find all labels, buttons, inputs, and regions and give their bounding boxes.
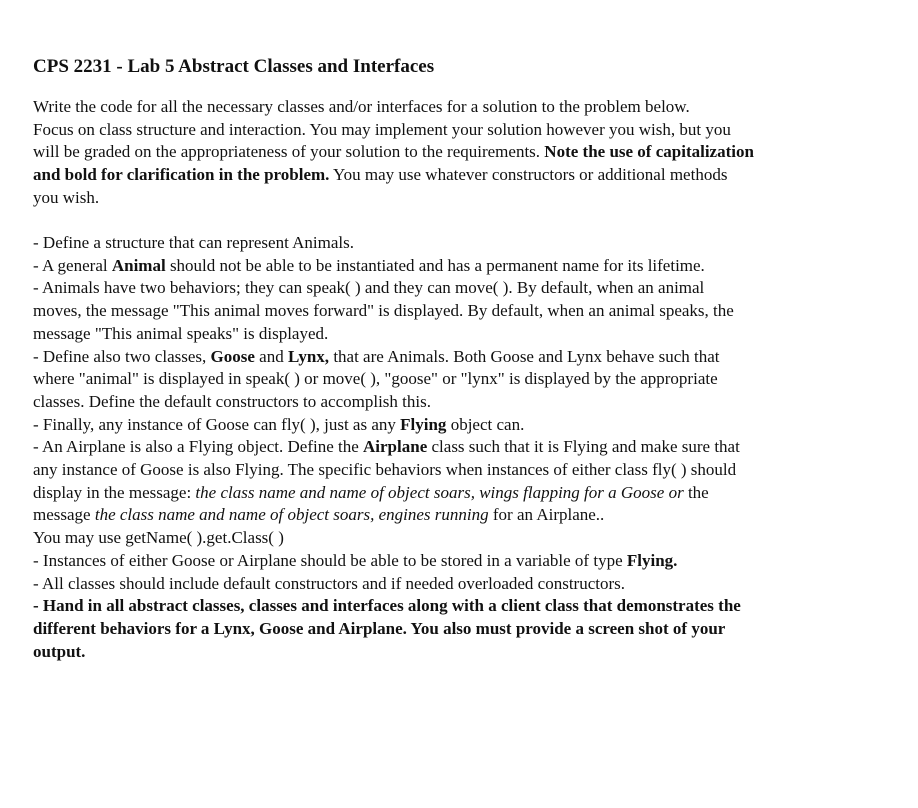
- list-item-4-text-e: that are Animals. Both Goose and Lynx behave such that: [329, 346, 720, 366]
- list-item-4-line-3: classes. Define the default constructors to accomplish this.: [33, 391, 431, 411]
- list-item-4-line-1: [33, 346, 893, 369]
- list-item-9-line-1: - Hand in all abstract classes, classes and interfaces along with a client class that demonstrates the: [33, 596, 741, 616]
- list-item-6-line-5: You may use getName( ).get.Class( ): [33, 528, 284, 548]
- intro-line-3-text: will be graded on the appropriateness of your solution to the requirements.: [33, 142, 545, 162]
- list-item-7-bold: Flying.: [626, 550, 678, 570]
- list-item-6-line-4: [33, 504, 893, 527]
- list-item-7-text-a: - Instances of either Goose or Airplane should be able to be stored in a variable of type: [33, 550, 627, 570]
- list-item-3-line-1: - Animals have two behaviors; they can speak( ) and they can move( ). By default, when an animal: [33, 278, 705, 298]
- list-item-2: [33, 255, 893, 278]
- document-title: CPS 2231 - Lab 5 Abstract Classes and Interfaces: [33, 56, 435, 77]
- list-item-6-line-3-italic: the class name and name of object soars, wings flapping for a Goose or: [195, 482, 684, 502]
- intro-line-1: Write the code for all the necessary classes and/or interfaces for a solution to the problem below.: [33, 97, 690, 116]
- list-item-6-line-3-text-c: the: [683, 482, 709, 502]
- list-item-6-text-a: - An Airplane is also a Flying object. Define the: [33, 437, 364, 457]
- intro-line-2: Focus on class structure and interaction. You may implement your solution however you wish, but you: [33, 119, 731, 139]
- intro-line-4-bold: and bold for clarification in the problem.: [33, 165, 330, 185]
- list-item-8: - All classes should include default constructors and if needed overloaded constructors.: [33, 573, 625, 593]
- requirements-list: [33, 232, 893, 663]
- list-item-6-text-c: class such that it is Flying and make sure that: [427, 437, 740, 457]
- list-item-5-bold: Flying: [400, 414, 447, 434]
- list-item-4-bold-goose: Goose: [210, 346, 255, 366]
- list-item-6-line-2: any instance of Goose is also Flying. The specific behaviors when instances of either class fly( ) should: [33, 460, 737, 480]
- list-item-6-line-3: [33, 482, 893, 505]
- list-item-5-text-a: - Finally, any instance of Goose can fly( ), just as any: [33, 414, 401, 434]
- intro-paragraph: [33, 96, 893, 210]
- intro-line-4-text: You may use whatever constructors or additional methods: [329, 165, 728, 185]
- list-item-4-bold-lynx: Lynx,: [287, 346, 330, 366]
- list-item-3-line-2: moves, the message "This animal moves forward" is displayed. By default, when an animal speaks, the: [33, 301, 734, 321]
- list-item-6-line-4-text-a: message: [33, 505, 95, 525]
- list-item-6-line-4-text-c: for an Airplane..: [488, 505, 605, 525]
- list-item-9-line-3: output.: [33, 641, 86, 661]
- list-item-6-bold: Airplane: [363, 437, 428, 457]
- intro-line-3-bold: Note the use of capitalization: [544, 142, 754, 162]
- list-item-4-line-2: where "animal" is displayed in speak( ) or move( ), "goose" or "lynx" is displayed by the appropriate: [33, 369, 718, 389]
- list-item-2-bold: Animal: [111, 255, 166, 275]
- list-item-2-text-a: - A general: [33, 255, 112, 275]
- list-item-6-line-4-italic: the class name and name of object soars, engines running: [94, 505, 489, 525]
- list-item-2-text-c: should not be able to be instantiated and has a permanent name for its lifetime.: [165, 255, 705, 275]
- intro-line-5: you wish.: [33, 187, 100, 207]
- list-item-1: - Define a structure that can represent Animals.: [33, 233, 354, 252]
- list-item-4-text-a: - Define also two classes,: [33, 346, 211, 366]
- list-item-5: [33, 414, 893, 437]
- intro-line-3: [33, 141, 893, 164]
- list-item-6-line-3-text-a: display in the message:: [33, 482, 196, 502]
- list-item-6-line-1: [33, 436, 893, 459]
- intro-line-4: [33, 164, 893, 187]
- list-item-5-text-c: object can.: [446, 414, 525, 434]
- list-item-3-line-3: message "This animal speaks" is displayed.: [33, 323, 329, 343]
- list-item-9-line-2: different behaviors for a Lynx, Goose and Airplane. You also must provide a screen shot of your: [33, 618, 726, 638]
- list-item-4-text-c: and: [254, 346, 288, 366]
- list-item-7: [33, 550, 893, 573]
